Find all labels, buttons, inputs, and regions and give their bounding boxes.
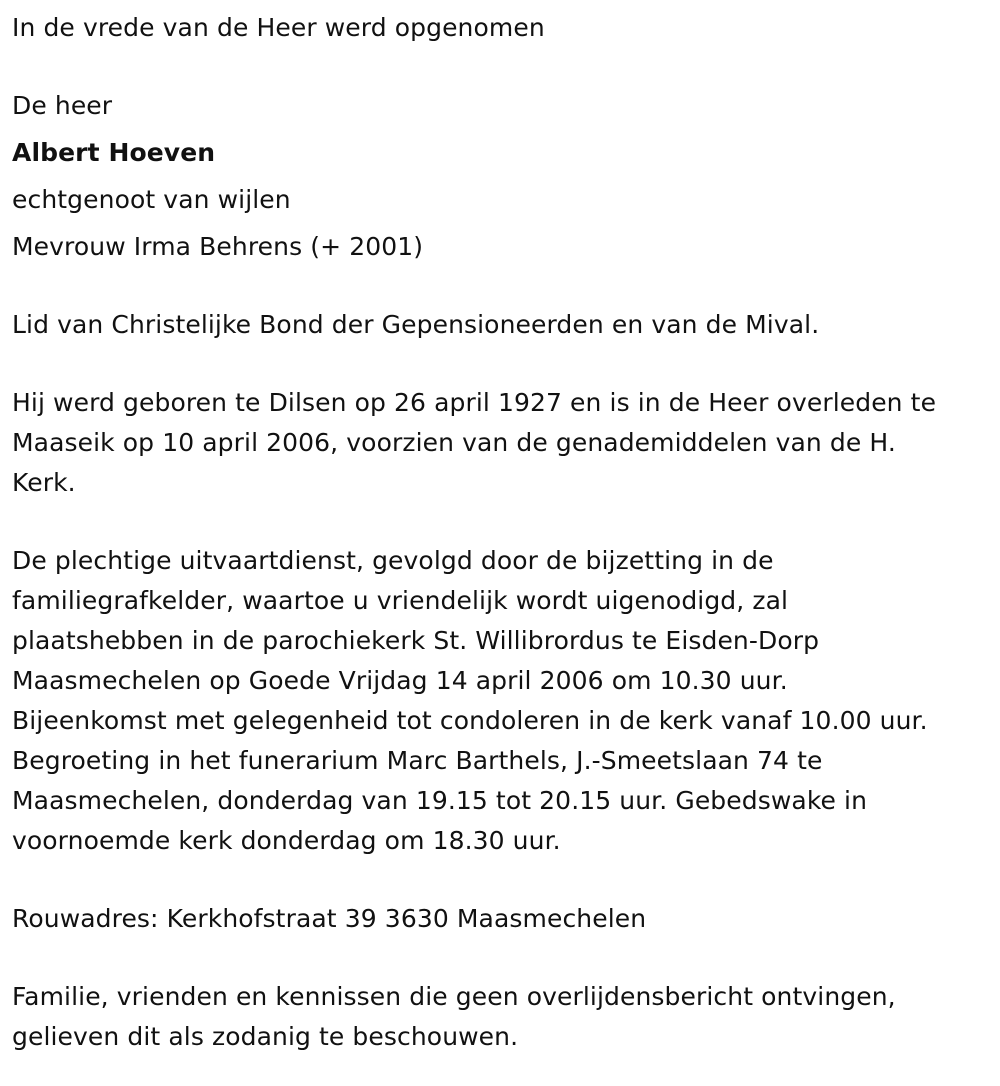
paragraph-line: Bijeenkomst met gelegenheid tot condoleren in de kerk vanaf 10.00 uur. xyxy=(12,706,928,735)
spouse-line: Mevrouw Irma Behrens (+ 2001) xyxy=(12,232,424,261)
birth-death-paragraph xyxy=(12,383,988,503)
paragraph-line: voornoemde kerk donderdag om 18.30 uur. xyxy=(12,826,561,855)
paragraph-line: plaatshebben in de parochiekerk St. Willibrordus te Eisden-Dorp xyxy=(12,626,820,655)
opening-line: In de vrede van de Heer werd opgenomen xyxy=(12,13,545,42)
membership-line: Lid van Christelijke Bond der Gepensioneerden en van de Mival. xyxy=(12,310,820,339)
relation-line: echtgenoot van wijlen xyxy=(12,185,291,214)
closing-paragraph xyxy=(12,977,988,1057)
paragraph-line: Maasmechelen, donderdag van 19.15 tot 20.15 uur. Gebedswake in xyxy=(12,786,868,815)
mourning-address: Rouwadres: Kerkhofstraat 39 3630 Maasmechelen xyxy=(12,904,647,933)
salutation: De heer xyxy=(12,91,113,120)
paragraph-line: Begroeting in het funerarium Marc Barthels, J.-Smeetslaan 74 te xyxy=(12,746,823,775)
paragraph-line: Maasmechelen op Goede Vrijdag 14 april 2006 om 10.30 uur. xyxy=(12,666,788,695)
deceased-name: Albert Hoeven xyxy=(12,138,216,167)
service-paragraph xyxy=(12,541,988,861)
paragraph-line: Familie, vrienden en kennissen die geen overlijdensbericht ontvingen, xyxy=(12,982,896,1011)
paragraph-line: gelieven dit als zodanig te beschouwen. xyxy=(12,1022,519,1051)
paragraph-line: Hij werd geboren te Dilsen op 26 april 1927 en is in de Heer overleden te xyxy=(12,388,937,417)
paragraph-line: familiegrafkelder, waartoe u vriendelijk wordt uigenodigd, zal xyxy=(12,586,789,615)
paragraph-line: Maaseik op 10 april 2006, voorzien van de genademiddelen van de H. xyxy=(12,428,896,457)
paragraph-line: De plechtige uitvaartdienst, gevolgd door de bijzetting in de xyxy=(12,546,774,575)
paragraph-line: Kerk. xyxy=(12,468,76,497)
